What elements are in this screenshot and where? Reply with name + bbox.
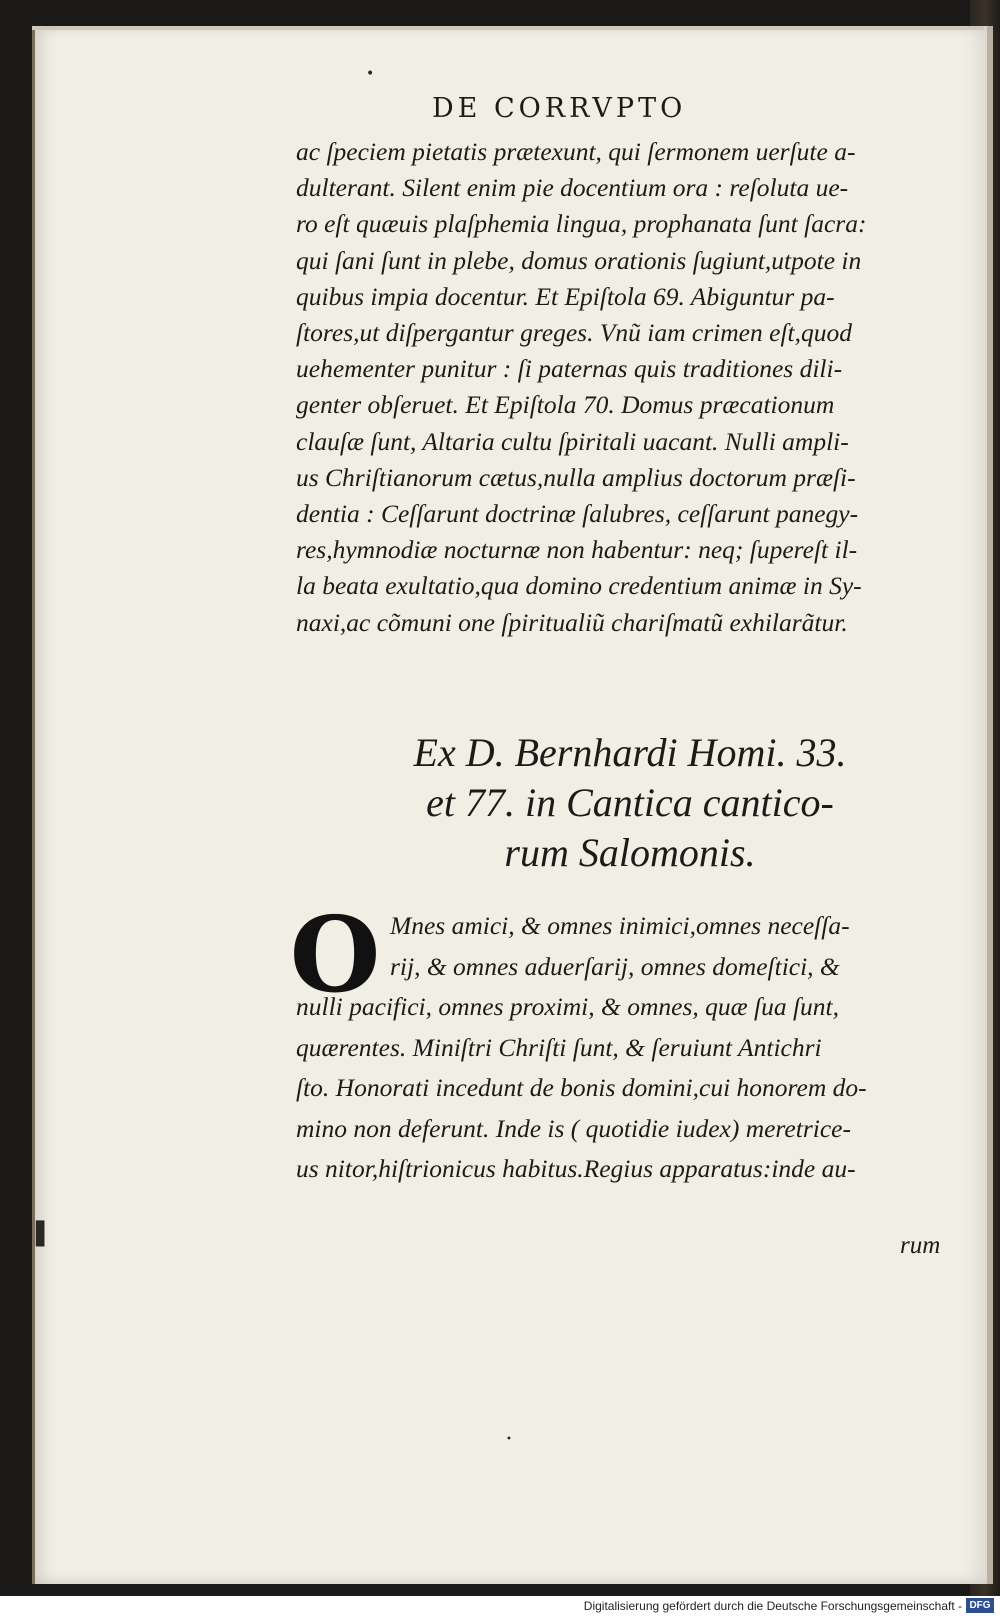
text-line: clauſæ ſunt, Altaria cultu ſpiritali uacant. Nulli ampli- (296, 426, 849, 456)
text-line: ac ſpeciem pietatis prætexunt, qui ſermonem uerſute a- (296, 137, 856, 166)
heading-line: rum Salomonis. (504, 830, 756, 875)
text-line: dentia : Ceſſarunt doctrinæ ſalubres, ceſſarunt panegy- (296, 499, 859, 529)
drop-cap-initial: O (289, 893, 381, 1016)
text-line: Mnes amici, & omnes inimici,omnes neceſſa- (390, 911, 850, 940)
text-line: genter obſeruet. Et Epiſtola 70. Domus præcationum (296, 390, 835, 420)
text-line: ſtores,ut diſpergantur greges. Vnũ iam crimen eſt,quod (296, 318, 852, 348)
text-line: uehementer punitur : ſi paternas quis traditiones dili- (296, 354, 843, 384)
text-line: us nitor,hiſtrionicus habitus.Regius apparatus:inde au- (296, 1154, 856, 1183)
ink-speck: • (366, 66, 375, 82)
text-line: la beata exultatio,qua domino credentium animæ in Sy- (296, 571, 862, 601)
body-paragraph (296, 134, 962, 641)
page-top-edge (32, 26, 984, 30)
text-line: dulterant. Silent enim pie docentium ora : reſoluta ue- (296, 173, 849, 203)
dfg-logo: DFG (966, 1598, 994, 1613)
running-head: DE CORRVPTO (432, 93, 687, 124)
footer-credit: Digitalisierung gefördert durch die Deutsche Forschungsgemeinschaft - (583, 1599, 962, 1613)
ink-speck: • (506, 1434, 512, 1445)
heading-line: Ex D. Bernhardi Homi. 33. (413, 730, 847, 775)
second-paragraph (296, 906, 962, 1190)
text-line: ſto. Honorati incedunt de bonis domini,cui honorem do- (296, 1073, 867, 1102)
text-line: qui ſani ſunt in plebe, domus orationis ſugiunt,utpote in (296, 245, 862, 275)
text-line: nulli pacifici, omnes proximi, & omnes, quæ ſua ſunt, (296, 992, 840, 1021)
text-line: res,hymnodiæ nocturnæ non habentur: neq; ſupereſt il- (296, 535, 858, 565)
text-line: ro eſt quæuis plaſphemia lingua, prophanata ſunt ſacra: (296, 209, 867, 239)
text-line: rij, & omnes aduerſarij, omnes domeſtici, & (390, 951, 840, 981)
section-heading (300, 728, 960, 878)
catchword: rum (900, 1232, 941, 1259)
heading-line: et 77. in Cantica cantico- (426, 780, 834, 825)
text-line: us Chriſtianorum cætus,nulla amplius doctorum præſi- (296, 462, 856, 492)
ink-speck: ▌ (36, 1222, 53, 1247)
text-line: quibus impia docentur. Et Epiſtola 69. Abiguntur pa- (296, 281, 835, 311)
text-line: quærentes. Miniſtri Chriſti ſunt, & ſeruiunt Antichri (296, 1032, 822, 1062)
text-line: naxi,ac cõmuni one ſpiritualiũ chariſmatũ exhilarãtur. (296, 607, 848, 637)
text-line: mino non deferunt. Inde is ( quotidie iudex) meretrice- (296, 1113, 851, 1143)
